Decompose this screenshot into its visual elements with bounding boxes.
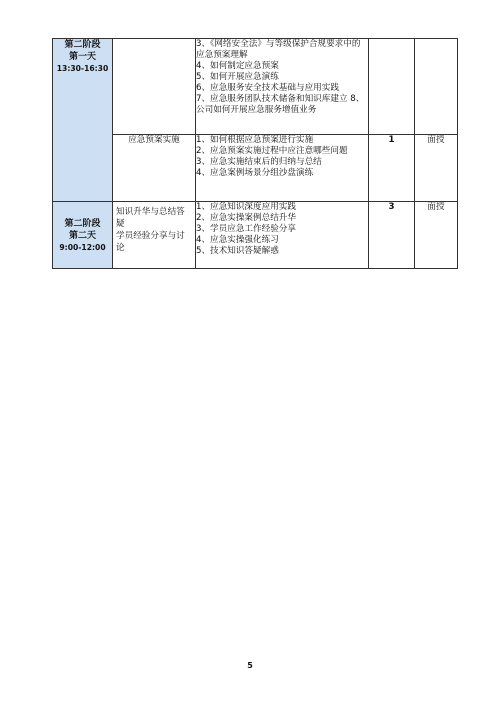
table-row <box>53 39 458 135</box>
stage-day: 第一天 <box>68 52 96 62</box>
module-cell <box>113 39 196 135</box>
module-cell <box>113 202 196 269</box>
list-item: 2、应急预案实施过程中应注意哪些问题 <box>196 146 348 156</box>
method-cell: 面授 <box>415 135 458 202</box>
page-number: 5 <box>247 661 253 670</box>
module-cell: 应急预案实施 <box>113 135 196 202</box>
stage-time: 13:30-16:30 <box>56 64 109 73</box>
list-item: 1、应急知识深度应用实践 <box>196 202 296 212</box>
training-schedule-table <box>52 38 458 269</box>
stage-day: 第二天 <box>68 230 96 241</box>
stage-label: 第二阶段 <box>64 218 101 229</box>
list-item: 4、应急实操强化练习 <box>196 235 279 245</box>
list-item: 2、应急实操案例总结升华 <box>196 213 296 223</box>
method-cell: 面授 <box>415 202 458 269</box>
contents-cell <box>196 39 369 135</box>
stage-cell <box>53 202 113 269</box>
module-text: 知识升华与总结答疑 学员经验分享与讨论 <box>116 207 185 253</box>
stage-cell <box>53 39 113 202</box>
contents-cell <box>196 202 369 269</box>
list-item: 7、应急服务团队技术储备和知识库建立 8、公司如何开展应急服务增值业务 <box>196 94 365 115</box>
hours-cell <box>369 39 415 135</box>
list-item: 6、应急服务安全技术基础与应用实践 <box>196 83 339 93</box>
list-item: 5、技术知识答疑解惑 <box>196 246 279 256</box>
contents-cell <box>196 135 369 202</box>
stage-time: 9:00-12:00 <box>59 242 106 252</box>
stage-label: 第二阶段 <box>64 40 101 50</box>
list-item: 4、应急案例场景分组沙盘演练 <box>196 168 314 178</box>
list-item: 3、应急实施结束后的归纳与总结 <box>196 157 322 167</box>
list-item: 1、如何根据应急预案进行实施 <box>196 135 314 145</box>
hours-cell: 1 <box>369 135 415 202</box>
list-item: 3、学员应急工作经验分享 <box>196 224 296 234</box>
table-row <box>53 135 458 202</box>
method-cell <box>415 39 458 135</box>
list-item: 4、如何制定应急预案 <box>196 61 279 71</box>
table-row <box>53 202 458 269</box>
hours-cell: 3 <box>369 202 415 269</box>
list-item: 3、《网络安全法》与等级保护合规要求中的应急预案理解 <box>196 39 361 60</box>
list-item: 5、如何开展应急演练 <box>196 72 279 82</box>
